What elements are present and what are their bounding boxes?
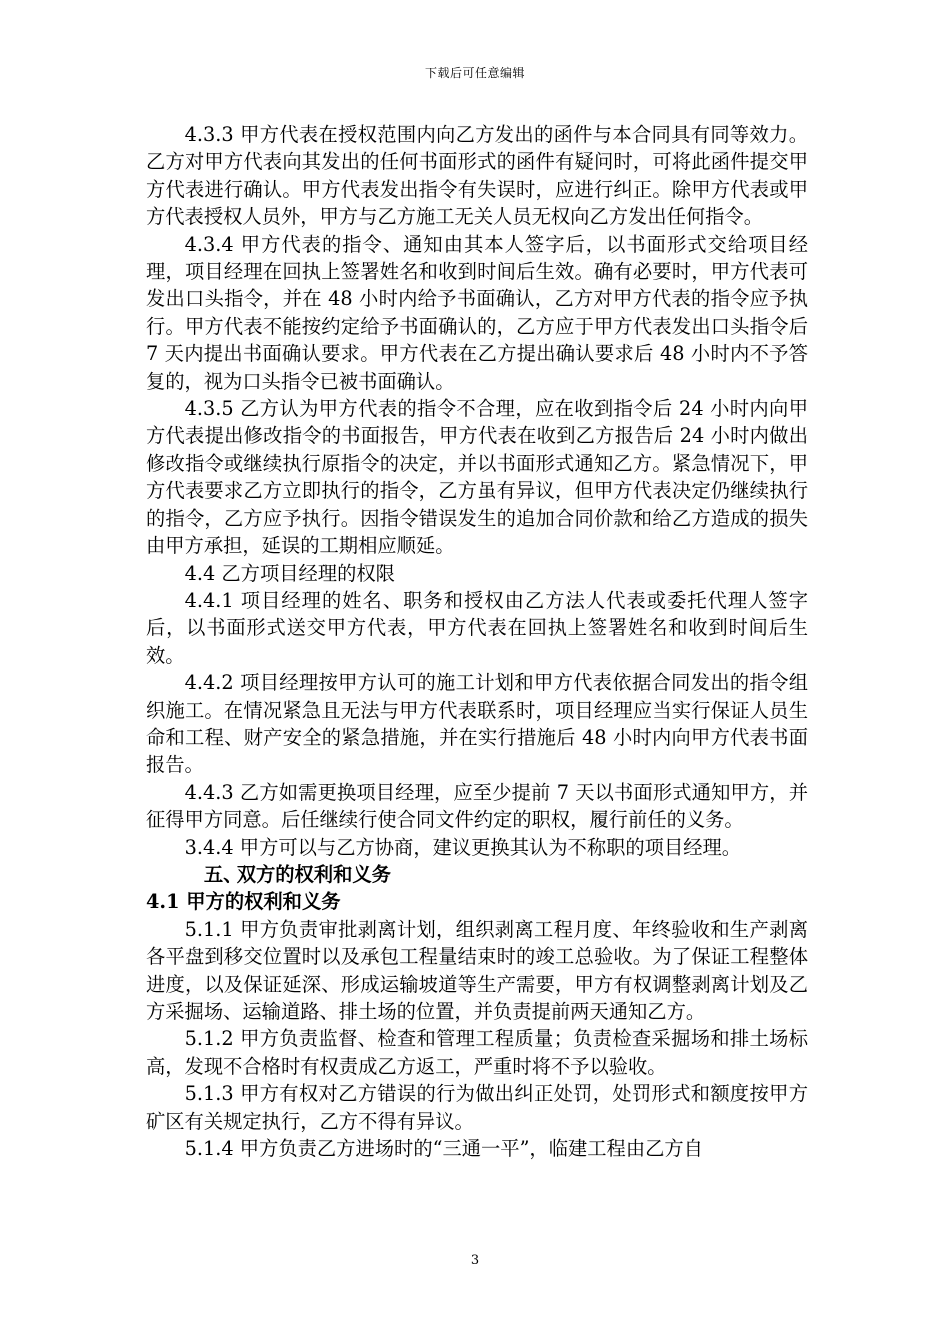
section-heading [146,861,808,888]
paragraph-5-1-3: 5.1.3 甲方有权对乙方错误的行为做出纠正处罚，处罚形式和额度按甲方矿区有关规定执行，乙方不得有异议。 [146,1082,808,1133]
document-body [146,121,808,1162]
paragraph-4-3-4: 4.3.4 甲方代表的指令、通知由其本人签字后，以书面形式交给项目经理，项目经理在回执上签署姓名和收到时间后生效。确有必要时，甲方代表可发出口头指令，并在 48 小时内给予书面确认，乙方对甲方代表的指令应予执行。甲方代表不能按约定给予书面确认的，乙方应于甲方代表发出口头指令后 7 天内提出书面确认要求。甲方代表在乙方提出确认要求后 48 小时内不予答复的，视为口头指令已被书面确认。 [146,232,808,393]
paragraph-5-1-4: 5.1.4 甲方负责乙方进场时的“三通一平”，临建工程由乙方自 [184,1137,703,1161]
section-title: 双方的权利和义务 [236,862,391,886]
paragraph-4-3-3: 4.3.3 甲方代表在授权范围内向乙方发出的函件与本合同具有同等效力。乙方对甲方代表向其发出的任何书面形式的函件有疑问时，可将此函件提交甲方代表进行确认。甲方代表发出指令有失误时，应进行纠正。除甲方代表或甲方代表授权人员外，甲方与乙方施工无关人员无权向乙方发出任何指令。 [146,123,808,229]
paragraph-4-4-1: 4.4.1 项目经理的姓名、职务和授权由乙方法人代表或委托代理人签字后，以书面形式送交甲方代表，甲方代表在回执上签署姓名和收到时间后生效。 [146,588,808,667]
page-number: 3 [470,1253,480,1268]
page-header: 下载后可任意编辑 [424,66,525,80]
paragraph-4-4-2: 4.4.2 项目经理按甲方认可的施工计划和甲方代表依据合同发出的指令组织施工。在情况紧急且无法与甲方代表联系时，项目经理应当实行保证人员生命和工程、财产安全的紧急措施，并在实行措施后 48 小时内向甲方代表书面报告。 [146,671,808,777]
paragraph-3-4-4: 3.4.4 甲方可以与乙方协商，建议更换其认为不称职的项目经理。 [184,835,742,859]
subsection-heading: 4.1 甲方的权利和义务 [146,890,341,914]
paragraph-4-4-3: 4.4.3 乙方如需更换项目经理，应至少提前 7 天以书面形式通知甲方，并征得甲方同意。后任继续行使合同文件约定的职权，履行前任的义务。 [146,780,808,832]
paragraph-5-1-1: 5.1.1 甲方负责审批剥离计划，组织剥离工程月度、年终验收和生产剥离各平盘到移交位置时以及承包工程量结束时的竣工总验收。为了保证工程整体进度，以及保证延深、形成运输坡道等生产需要，甲方有权调整剥离计划及乙方采掘场、运输道路、排土场的位置，并负责提前两天通知乙方。 [146,917,808,1023]
paragraph-5-1-2: 5.1.2 甲方负责监督、检查和管理工程质量；负责检查采掘场和排土场标高，发现不合格时有权责成乙方返工，严重时将不予以验收。 [146,1027,808,1078]
heading-4-4: 4.4 乙方项目经理的权限 [184,561,395,585]
section-number: 五、 [203,862,243,886]
paragraph-4-3-5: 4.3.5 乙方认为甲方代表的指令不合理，应在收到指令后 24 小时内向甲方代表提出修改指令的书面报告，甲方代表在收到乙方报告后 24 小时内做出修改指令或继续执行原指令的决定，并以书面形式通知乙方。紧急情况下，甲方代表要求乙方立即执行的指令，乙方虽有异议，但甲方代表决定仍继续执行的指令，乙方应予执行。因指令错误发生的追加合同价款和给乙方造成的损失由甲方承担，延误的工期相应顺延。 [146,397,808,558]
